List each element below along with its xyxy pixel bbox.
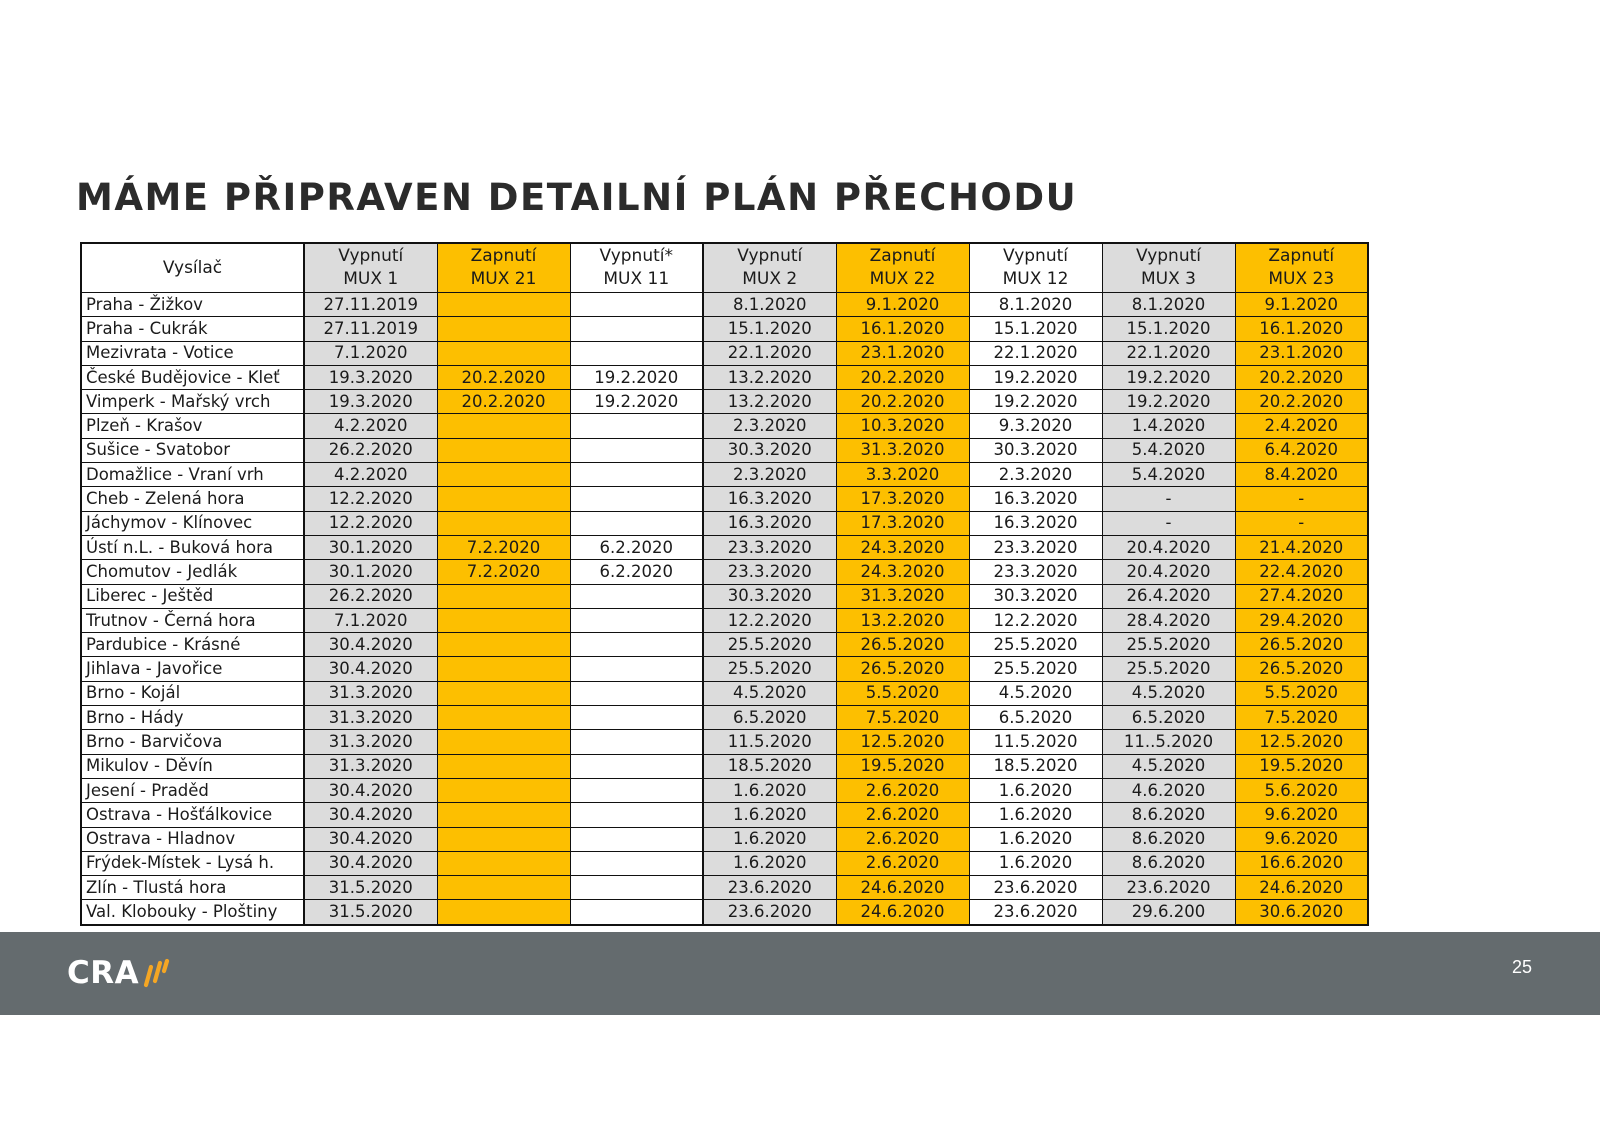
- cell-mux11-off: [570, 851, 703, 875]
- table-row: [81, 681, 1368, 705]
- cell-mux1-off: 30.1.2020: [304, 535, 437, 559]
- cell-mux21-on: [437, 487, 570, 511]
- cell-mux11-off: [570, 706, 703, 730]
- cell-mux12-off: 12.2.2020: [969, 608, 1102, 632]
- cell-mux22-on: 20.2.2020: [836, 390, 969, 414]
- cell-mux1-off: 12.2.2020: [304, 511, 437, 535]
- cell-transmitter: Frýdek-Místek - Lysá h.: [81, 851, 304, 875]
- cell-mux3-off: 5.4.2020: [1102, 438, 1235, 462]
- table-body: [81, 293, 1368, 925]
- cell-transmitter: Vimperk - Mařský vrch: [81, 390, 304, 414]
- cell-mux1-off: 19.3.2020: [304, 390, 437, 414]
- cell-mux12-off: 19.2.2020: [969, 365, 1102, 389]
- cell-mux23-on: 9.1.2020: [1235, 293, 1368, 317]
- cell-mux1-off: 31.3.2020: [304, 730, 437, 754]
- cell-mux11-off: [570, 341, 703, 365]
- cell-mux12-off: 1.6.2020: [969, 778, 1102, 802]
- cell-mux23-on: 21.4.2020: [1235, 535, 1368, 559]
- cell-mux12-off: 1.6.2020: [969, 827, 1102, 851]
- cell-mux1-off: 27.11.2019: [304, 293, 437, 317]
- cell-mux2-off: 23.6.2020: [703, 876, 836, 900]
- cell-transmitter: Ostrava - Hladnov: [81, 827, 304, 851]
- cell-mux1-off: 26.2.2020: [304, 438, 437, 462]
- cra-logo: [67, 951, 174, 995]
- cell-transmitter: Sušice - Svatobor: [81, 438, 304, 462]
- cell-mux3-off: 11..5.2020: [1102, 730, 1235, 754]
- cell-mux12-off: 6.5.2020: [969, 706, 1102, 730]
- cell-mux2-off: 1.6.2020: [703, 827, 836, 851]
- cell-mux21-on: [437, 463, 570, 487]
- cell-mux23-on: 7.5.2020: [1235, 706, 1368, 730]
- cell-mux2-off: 23.3.2020: [703, 560, 836, 584]
- table-row: [81, 851, 1368, 875]
- cell-mux22-on: 19.5.2020: [836, 754, 969, 778]
- table-row: [81, 487, 1368, 511]
- header-mux2-off: Vypnutí MUX 2: [703, 243, 836, 293]
- cell-mux12-off: 25.5.2020: [969, 657, 1102, 681]
- cell-mux21-on: 7.2.2020: [437, 535, 570, 559]
- cell-mux11-off: [570, 414, 703, 438]
- table-row: [81, 463, 1368, 487]
- cell-mux3-off: 29.6.200: [1102, 900, 1235, 925]
- cell-mux22-on: 12.5.2020: [836, 730, 969, 754]
- table-row: [81, 511, 1368, 535]
- cell-mux11-off: 19.2.2020: [570, 390, 703, 414]
- header-transmitter: Vysílač: [81, 243, 304, 293]
- cell-mux12-off: 1.6.2020: [969, 851, 1102, 875]
- cell-mux23-on: 5.5.2020: [1235, 681, 1368, 705]
- table-row: [81, 803, 1368, 827]
- cell-mux3-off: -: [1102, 487, 1235, 511]
- cell-transmitter: Brno - Hády: [81, 706, 304, 730]
- cell-mux11-off: [570, 293, 703, 317]
- table-row: [81, 317, 1368, 341]
- cell-mux11-off: [570, 463, 703, 487]
- cell-mux11-off: [570, 608, 703, 632]
- cell-mux3-off: 19.2.2020: [1102, 365, 1235, 389]
- cell-transmitter: Zlín - Tlustá hora: [81, 876, 304, 900]
- cell-mux12-off: 23.3.2020: [969, 535, 1102, 559]
- cell-mux2-off: 6.5.2020: [703, 706, 836, 730]
- cell-mux11-off: [570, 754, 703, 778]
- table-row: [81, 900, 1368, 925]
- cell-transmitter: Brno - Kojál: [81, 681, 304, 705]
- cell-mux23-on: 16.6.2020: [1235, 851, 1368, 875]
- cell-mux12-off: 11.5.2020: [969, 730, 1102, 754]
- cell-mux22-on: 24.6.2020: [836, 900, 969, 925]
- cell-mux23-on: 30.6.2020: [1235, 900, 1368, 925]
- cell-mux2-off: 25.5.2020: [703, 657, 836, 681]
- cell-mux22-on: 31.3.2020: [836, 438, 969, 462]
- cell-mux2-off: 13.2.2020: [703, 390, 836, 414]
- header-mux22-on: Zapnutí MUX 22: [836, 243, 969, 293]
- cell-mux1-off: 31.3.2020: [304, 681, 437, 705]
- cell-mux3-off: 22.1.2020: [1102, 341, 1235, 365]
- cell-mux23-on: 8.4.2020: [1235, 463, 1368, 487]
- cell-transmitter: Trutnov - Černá hora: [81, 608, 304, 632]
- cell-mux2-off: 15.1.2020: [703, 317, 836, 341]
- cell-mux11-off: [570, 487, 703, 511]
- table-row: [81, 608, 1368, 632]
- cell-mux22-on: 9.1.2020: [836, 293, 969, 317]
- cell-mux23-on: 20.2.2020: [1235, 365, 1368, 389]
- cell-mux1-off: 4.2.2020: [304, 414, 437, 438]
- table-row: [81, 827, 1368, 851]
- cell-mux23-on: -: [1235, 487, 1368, 511]
- header-mux21-on: Zapnutí MUX 21: [437, 243, 570, 293]
- cell-mux23-on: 2.4.2020: [1235, 414, 1368, 438]
- cell-transmitter: Ostrava - Hošťálkovice: [81, 803, 304, 827]
- cell-mux22-on: 2.6.2020: [836, 851, 969, 875]
- cell-mux21-on: [437, 317, 570, 341]
- cell-mux21-on: [437, 293, 570, 317]
- cell-mux21-on: [437, 900, 570, 925]
- cell-mux1-off: 31.5.2020: [304, 876, 437, 900]
- cell-mux22-on: 24.6.2020: [836, 876, 969, 900]
- cell-mux12-off: 25.5.2020: [969, 633, 1102, 657]
- header-mux1-off: Vypnutí MUX 1: [304, 243, 437, 293]
- cell-mux23-on: 9.6.2020: [1235, 827, 1368, 851]
- cell-mux1-off: 26.2.2020: [304, 584, 437, 608]
- cell-mux21-on: [437, 803, 570, 827]
- cell-mux12-off: 22.1.2020: [969, 341, 1102, 365]
- header-mux12-off: Vypnutí MUX 12: [969, 243, 1102, 293]
- table-row: [81, 560, 1368, 584]
- cell-mux12-off: 15.1.2020: [969, 317, 1102, 341]
- cell-mux11-off: 19.2.2020: [570, 365, 703, 389]
- cell-mux2-off: 23.3.2020: [703, 535, 836, 559]
- cell-mux1-off: 7.1.2020: [304, 608, 437, 632]
- cell-transmitter: Pardubice - Krásné: [81, 633, 304, 657]
- header-mux11-off: Vypnutí* MUX 11: [570, 243, 703, 293]
- table-row: [81, 390, 1368, 414]
- table-row: [81, 438, 1368, 462]
- cell-mux2-off: 4.5.2020: [703, 681, 836, 705]
- cell-mux3-off: 20.4.2020: [1102, 560, 1235, 584]
- cell-mux23-on: 24.6.2020: [1235, 876, 1368, 900]
- table-row: [81, 584, 1368, 608]
- cell-mux22-on: 31.3.2020: [836, 584, 969, 608]
- cell-mux21-on: [437, 657, 570, 681]
- cell-mux2-off: 22.1.2020: [703, 341, 836, 365]
- cell-mux2-off: 1.6.2020: [703, 851, 836, 875]
- cell-mux21-on: 20.2.2020: [437, 365, 570, 389]
- cell-mux11-off: [570, 317, 703, 341]
- slide-title: MÁME PŘIPRAVEN DETAILNÍ PLÁN PŘECHODU: [76, 176, 1078, 219]
- cell-mux22-on: 20.2.2020: [836, 365, 969, 389]
- cell-mux21-on: [437, 511, 570, 535]
- cell-mux23-on: -: [1235, 511, 1368, 535]
- cell-mux3-off: 5.4.2020: [1102, 463, 1235, 487]
- table-row: [81, 414, 1368, 438]
- cell-mux2-off: 30.3.2020: [703, 584, 836, 608]
- cell-mux11-off: [570, 438, 703, 462]
- cell-transmitter: České Budějovice - Kleť: [81, 365, 304, 389]
- cell-mux22-on: 13.2.2020: [836, 608, 969, 632]
- cell-mux1-off: 31.5.2020: [304, 900, 437, 925]
- cell-mux2-off: 2.3.2020: [703, 414, 836, 438]
- header-mux23-on: Zapnutí MUX 23: [1235, 243, 1368, 293]
- table-row: [81, 754, 1368, 778]
- cell-mux2-off: 18.5.2020: [703, 754, 836, 778]
- cell-mux12-off: 8.1.2020: [969, 293, 1102, 317]
- cell-mux21-on: [437, 681, 570, 705]
- cell-mux3-off: 8.6.2020: [1102, 851, 1235, 875]
- cell-mux11-off: [570, 827, 703, 851]
- cell-mux23-on: 20.2.2020: [1235, 390, 1368, 414]
- cell-mux22-on: 5.5.2020: [836, 681, 969, 705]
- cell-mux12-off: 9.3.2020: [969, 414, 1102, 438]
- cell-mux12-off: 18.5.2020: [969, 754, 1102, 778]
- cell-mux22-on: 7.5.2020: [836, 706, 969, 730]
- cell-mux11-off: [570, 633, 703, 657]
- cell-mux2-off: 16.3.2020: [703, 511, 836, 535]
- slide-footer: [0, 932, 1600, 1015]
- cell-mux1-off: 27.11.2019: [304, 317, 437, 341]
- cell-mux1-off: 31.3.2020: [304, 754, 437, 778]
- cell-mux21-on: [437, 827, 570, 851]
- table-row: [81, 657, 1368, 681]
- cell-mux21-on: [437, 341, 570, 365]
- cell-mux23-on: 23.1.2020: [1235, 341, 1368, 365]
- cell-transmitter: Val. Klobouky - Ploštiny: [81, 900, 304, 925]
- cell-mux22-on: 10.3.2020: [836, 414, 969, 438]
- cell-mux21-on: 7.2.2020: [437, 560, 570, 584]
- table-row: [81, 876, 1368, 900]
- cell-mux11-off: [570, 584, 703, 608]
- table-row: [81, 778, 1368, 802]
- transition-plan-table: [80, 242, 1369, 926]
- cell-mux23-on: 19.5.2020: [1235, 754, 1368, 778]
- table-header-row: [81, 243, 1368, 293]
- cell-transmitter: Praha - Žižkov: [81, 293, 304, 317]
- cell-mux2-off: 30.3.2020: [703, 438, 836, 462]
- cell-mux21-on: [437, 851, 570, 875]
- cell-mux21-on: [437, 876, 570, 900]
- cell-mux2-off: 25.5.2020: [703, 633, 836, 657]
- cell-mux3-off: 4.5.2020: [1102, 681, 1235, 705]
- cell-mux1-off: 30.4.2020: [304, 778, 437, 802]
- cell-mux2-off: 1.6.2020: [703, 778, 836, 802]
- cell-mux21-on: [437, 778, 570, 802]
- table-row: [81, 633, 1368, 657]
- cell-transmitter: Jesení - Praděd: [81, 778, 304, 802]
- cell-mux3-off: 8.6.2020: [1102, 803, 1235, 827]
- cell-mux21-on: [437, 706, 570, 730]
- cell-mux21-on: [437, 608, 570, 632]
- cell-transmitter: Cheb - Zelená hora: [81, 487, 304, 511]
- cell-mux3-off: 8.6.2020: [1102, 827, 1235, 851]
- cell-mux1-off: 31.3.2020: [304, 706, 437, 730]
- cell-transmitter: Ústí n.L. - Buková hora: [81, 535, 304, 559]
- cell-mux1-off: 4.2.2020: [304, 463, 437, 487]
- cell-transmitter: Mezivrata - Votice: [81, 341, 304, 365]
- cell-mux12-off: 19.2.2020: [969, 390, 1102, 414]
- cell-mux1-off: 30.1.2020: [304, 560, 437, 584]
- cell-transmitter: Jihlava - Javořice: [81, 657, 304, 681]
- cell-mux3-off: 4.6.2020: [1102, 778, 1235, 802]
- cell-mux23-on: 6.4.2020: [1235, 438, 1368, 462]
- cell-mux23-on: 27.4.2020: [1235, 584, 1368, 608]
- cell-mux3-off: 19.2.2020: [1102, 390, 1235, 414]
- cell-mux12-off: 1.6.2020: [969, 803, 1102, 827]
- cell-mux23-on: 22.4.2020: [1235, 560, 1368, 584]
- page-number: 25: [1512, 957, 1533, 977]
- cell-mux3-off: 4.5.2020: [1102, 754, 1235, 778]
- cell-mux21-on: [437, 730, 570, 754]
- cell-mux1-off: 30.4.2020: [304, 827, 437, 851]
- cell-mux3-off: 15.1.2020: [1102, 317, 1235, 341]
- cell-mux11-off: [570, 681, 703, 705]
- cell-mux3-off: 8.1.2020: [1102, 293, 1235, 317]
- table-row: [81, 341, 1368, 365]
- cell-mux23-on: 29.4.2020: [1235, 608, 1368, 632]
- cell-transmitter: Jáchymov - Klínovec: [81, 511, 304, 535]
- cell-mux23-on: 9.6.2020: [1235, 803, 1368, 827]
- cell-mux11-off: 6.2.2020: [570, 535, 703, 559]
- table-row: [81, 535, 1368, 559]
- cell-mux1-off: 19.3.2020: [304, 365, 437, 389]
- cell-mux3-off: 25.5.2020: [1102, 633, 1235, 657]
- cell-mux22-on: 17.3.2020: [836, 487, 969, 511]
- cell-mux21-on: [437, 633, 570, 657]
- cell-mux2-off: 23.6.2020: [703, 900, 836, 925]
- cell-mux2-off: 2.3.2020: [703, 463, 836, 487]
- cell-mux22-on: 2.6.2020: [836, 827, 969, 851]
- cell-mux23-on: 16.1.2020: [1235, 317, 1368, 341]
- table-row: [81, 730, 1368, 754]
- cell-mux23-on: 26.5.2020: [1235, 657, 1368, 681]
- cell-mux1-off: 30.4.2020: [304, 803, 437, 827]
- signal-waves-icon: [140, 957, 174, 989]
- cell-mux21-on: [437, 754, 570, 778]
- cell-mux12-off: 16.3.2020: [969, 511, 1102, 535]
- cell-mux3-off: 26.4.2020: [1102, 584, 1235, 608]
- cell-mux23-on: 12.5.2020: [1235, 730, 1368, 754]
- cell-mux22-on: 16.1.2020: [836, 317, 969, 341]
- cell-mux2-off: 12.2.2020: [703, 608, 836, 632]
- cell-mux1-off: 30.4.2020: [304, 851, 437, 875]
- cell-mux11-off: [570, 511, 703, 535]
- logo-text: CRA: [67, 955, 140, 991]
- cell-mux11-off: [570, 900, 703, 925]
- cell-mux1-off: 30.4.2020: [304, 657, 437, 681]
- cell-mux22-on: 23.1.2020: [836, 341, 969, 365]
- cell-mux11-off: [570, 778, 703, 802]
- cell-mux3-off: 28.4.2020: [1102, 608, 1235, 632]
- cell-transmitter: Liberec - Ještěd: [81, 584, 304, 608]
- cell-mux11-off: [570, 730, 703, 754]
- cell-transmitter: Praha - Cukrák: [81, 317, 304, 341]
- cell-mux22-on: 26.5.2020: [836, 657, 969, 681]
- cell-mux12-off: 2.3.2020: [969, 463, 1102, 487]
- cell-transmitter: Brno - Barvičova: [81, 730, 304, 754]
- cell-mux22-on: 3.3.2020: [836, 463, 969, 487]
- cell-mux21-on: 20.2.2020: [437, 390, 570, 414]
- cell-mux2-off: 1.6.2020: [703, 803, 836, 827]
- cell-mux12-off: 4.5.2020: [969, 681, 1102, 705]
- cell-mux12-off: 23.6.2020: [969, 876, 1102, 900]
- cell-mux11-off: [570, 876, 703, 900]
- cell-mux12-off: 23.6.2020: [969, 900, 1102, 925]
- cell-mux3-off: 20.4.2020: [1102, 535, 1235, 559]
- cell-mux21-on: [437, 414, 570, 438]
- cell-mux23-on: 26.5.2020: [1235, 633, 1368, 657]
- cell-mux23-on: 5.6.2020: [1235, 778, 1368, 802]
- cell-mux22-on: 2.6.2020: [836, 778, 969, 802]
- table-row: [81, 706, 1368, 730]
- cell-mux11-off: [570, 803, 703, 827]
- cell-mux22-on: 24.3.2020: [836, 535, 969, 559]
- cell-transmitter: Mikulov - Děvín: [81, 754, 304, 778]
- cell-mux3-off: 25.5.2020: [1102, 657, 1235, 681]
- cell-mux12-off: 30.3.2020: [969, 438, 1102, 462]
- cell-mux22-on: 24.3.2020: [836, 560, 969, 584]
- cell-mux2-off: 8.1.2020: [703, 293, 836, 317]
- cell-mux21-on: [437, 438, 570, 462]
- table-row: [81, 293, 1368, 317]
- cell-mux2-off: 13.2.2020: [703, 365, 836, 389]
- cell-mux12-off: 23.3.2020: [969, 560, 1102, 584]
- cell-transmitter: Domažlice - Vraní vrh: [81, 463, 304, 487]
- cell-mux22-on: 17.3.2020: [836, 511, 969, 535]
- cell-transmitter: Chomutov - Jedlák: [81, 560, 304, 584]
- cell-mux3-off: 6.5.2020: [1102, 706, 1235, 730]
- cell-mux3-off: -: [1102, 511, 1235, 535]
- cell-mux21-on: [437, 584, 570, 608]
- cell-mux1-off: 30.4.2020: [304, 633, 437, 657]
- cell-mux2-off: 11.5.2020: [703, 730, 836, 754]
- cell-mux11-off: [570, 657, 703, 681]
- header-mux3-off: Vypnutí MUX 3: [1102, 243, 1235, 293]
- cell-mux12-off: 16.3.2020: [969, 487, 1102, 511]
- cell-mux3-off: 23.6.2020: [1102, 876, 1235, 900]
- cell-mux1-off: 7.1.2020: [304, 341, 437, 365]
- table-row: [81, 365, 1368, 389]
- cell-mux22-on: 26.5.2020: [836, 633, 969, 657]
- cell-mux11-off: 6.2.2020: [570, 560, 703, 584]
- cell-mux22-on: 2.6.2020: [836, 803, 969, 827]
- cell-mux12-off: 30.3.2020: [969, 584, 1102, 608]
- cell-mux2-off: 16.3.2020: [703, 487, 836, 511]
- cell-mux3-off: 1.4.2020: [1102, 414, 1235, 438]
- cell-mux1-off: 12.2.2020: [304, 487, 437, 511]
- cell-transmitter: Plzeň - Krašov: [81, 414, 304, 438]
